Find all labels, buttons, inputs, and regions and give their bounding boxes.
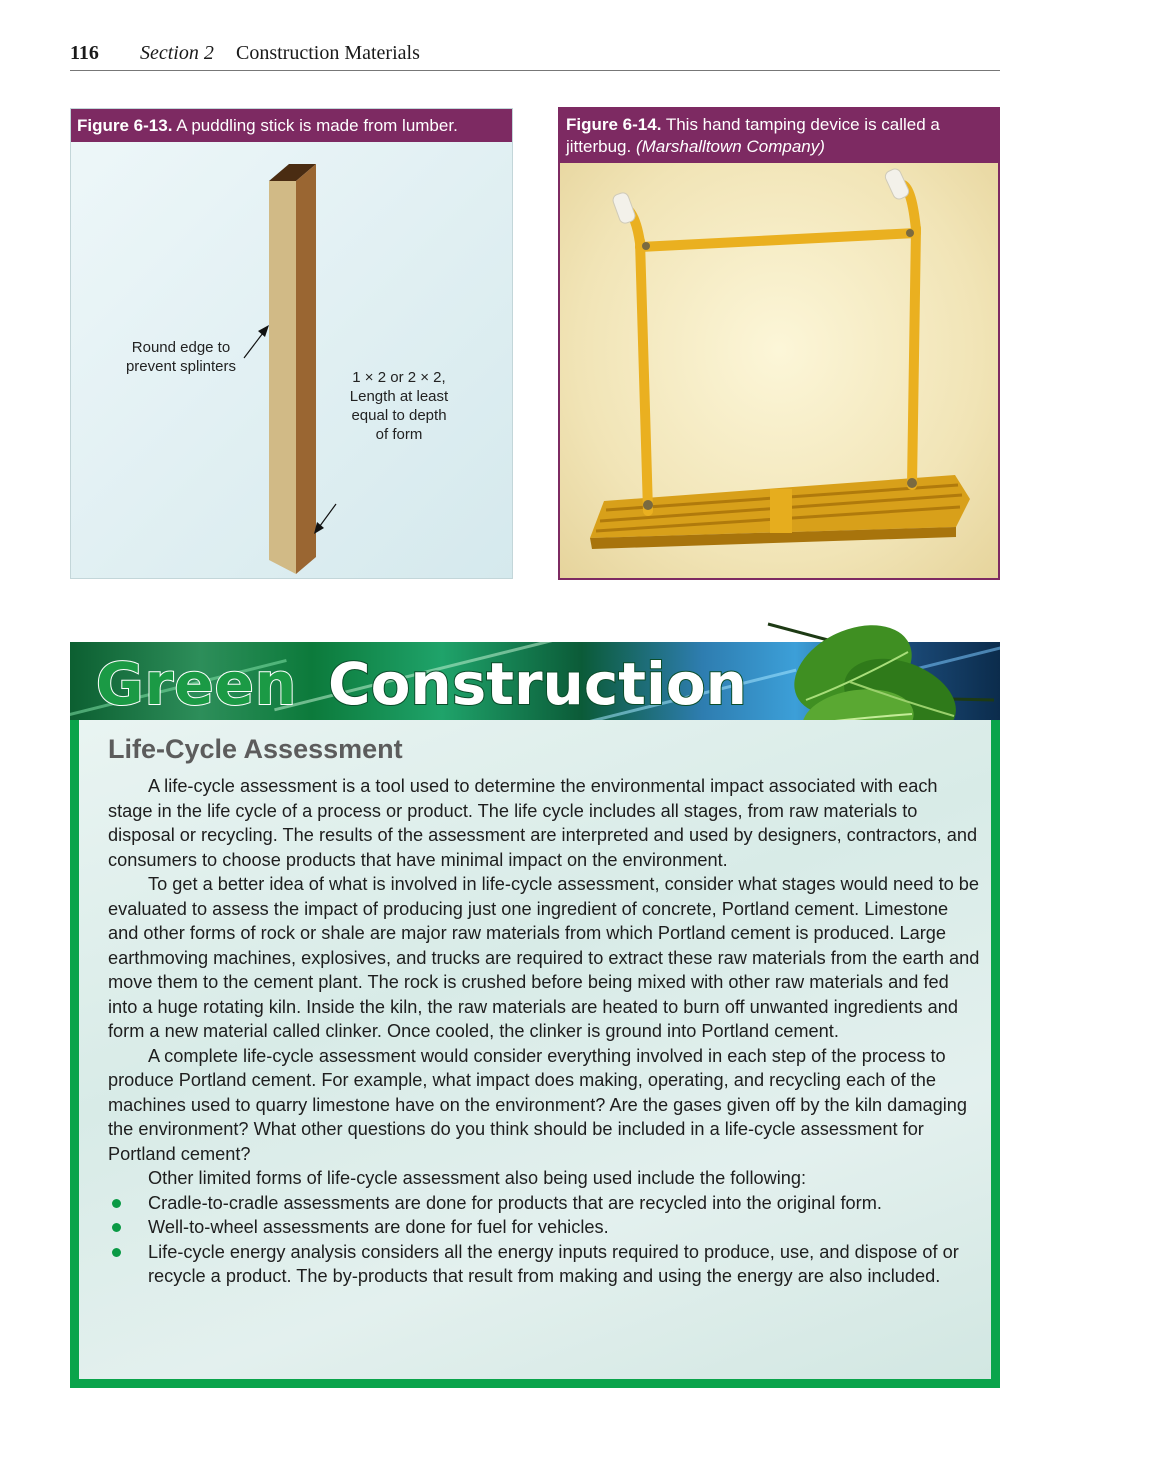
bullet-text: Well-to-wheel assessments are done for fuel for vehicles. (148, 1217, 609, 1237)
paragraph: A complete life-cycle assessment would consider everything involved in each step of the process to produce Portland cement. For example, what impact does making, operating, and recycling each of the machines used to quarry limestone have on the environment? Are the gases given off by the kiln damaging the environment? What other questions do you think should be included in a life-cycle assessment for Portland cement? (108, 1045, 968, 1164)
figure-6-14-label: Figure 6-14. (566, 115, 662, 134)
bullet-item (108, 1240, 983, 1289)
edge-callout-arrowhead (258, 325, 269, 337)
stick-side-face (296, 164, 316, 574)
figure-6-14 (558, 107, 1000, 580)
figure-6-14-caption-text: This hand tamping device is called a jitterbug. (566, 115, 940, 156)
page-number: 116 (70, 42, 99, 64)
jitterbug-photo (560, 163, 998, 578)
figure-6-14-credit: (Marshalltown Company) (635, 137, 825, 156)
stick-front-face (269, 181, 296, 574)
bullet-icon (112, 1199, 121, 1208)
bullet-text: Cradle-to-cradle assessments are done for products that are recycled into the original form. (148, 1192, 882, 1213)
paragraph: A life-cycle assessment is a tool used to determine the environmental impact associated with each stage in the life cycle of a process or product. The life cycle includes all stages, from raw materials to disposal or recycling. The results of the assessment are interpreted and used by designers, contractors, and consumers to choose products that have minimal impact on the environment. (108, 776, 978, 870)
figure-6-13 (70, 108, 513, 579)
bullet-item (108, 1215, 983, 1240)
size-callout-label (329, 368, 469, 444)
bullet-icon (112, 1223, 121, 1232)
bullet-text: Life-cycle energy analysis considers all the energy inputs required to produce, use, and dispose of or recycle a product. The by-products that result from making and using the energy are also included. (148, 1241, 959, 1286)
left-handle-grip (611, 191, 636, 225)
banner-word-construction: Construction (328, 650, 747, 718)
jitterbug-left-upright (640, 241, 648, 511)
size-callout-line-4: of form (375, 426, 423, 443)
bullet-list (108, 1191, 983, 1289)
figure-6-13-caption (71, 109, 512, 142)
bullet-item (108, 1191, 983, 1216)
figure-6-13-label: Figure 6-13. (77, 116, 173, 135)
size-callout-line-3: equal to depth (351, 407, 447, 424)
edge-callout-line-1: Round edge to (131, 339, 231, 356)
green-construction-content (79, 720, 991, 1379)
paragraph: To get a better idea of what is involved in life-cycle assessment, consider what stages would need to be evaluated to assess the impact of producing just one ingredient of concrete, Portland cement. Limestone and other forms of rock or shale are major raw materials from which Portland cement is produced. Large earthmoving machines, explosives, and trucks are required to extract these raw materials from the earth and move them to the cement plant. The rock is crushed before being mixed with other raw materials and fed into a huge rotating kiln. Inside the kiln, the raw materials are heated to burn off unwanted ingredients and form a new material called clinker. Once cooled, the clinker is ground into Portland cement. (108, 874, 980, 1041)
jitterbug-center-brace (770, 489, 792, 533)
sidebar-body (108, 774, 983, 1289)
figure-6-13-caption-text: A puddling stick is made from lumber. (176, 116, 458, 135)
figure-6-14-caption (560, 109, 998, 161)
banner-word-green: Green (96, 650, 298, 718)
size-callout-line-2: Length at least (349, 388, 449, 405)
edge-callout-line-2: prevent splinters (125, 358, 237, 375)
section-label: Section 2 (140, 42, 214, 64)
edge-callout-label (111, 338, 251, 376)
size-callout-line-1: 1 × 2 or 2 × 2, (352, 369, 446, 386)
sidebar-title: Life-Cycle Assessment (108, 734, 403, 764)
section-title: Construction Materials (236, 42, 420, 64)
bullet-icon (112, 1248, 121, 1257)
jitterbug-right-upright (912, 228, 916, 485)
paragraph: Other limited forms of life-cycle assessment also being used include the following: (148, 1168, 807, 1188)
green-construction-feature (70, 642, 1000, 1388)
header-rule (70, 70, 1000, 71)
jitterbug-illustration (560, 163, 998, 578)
jitterbug-crossbar (640, 233, 916, 247)
